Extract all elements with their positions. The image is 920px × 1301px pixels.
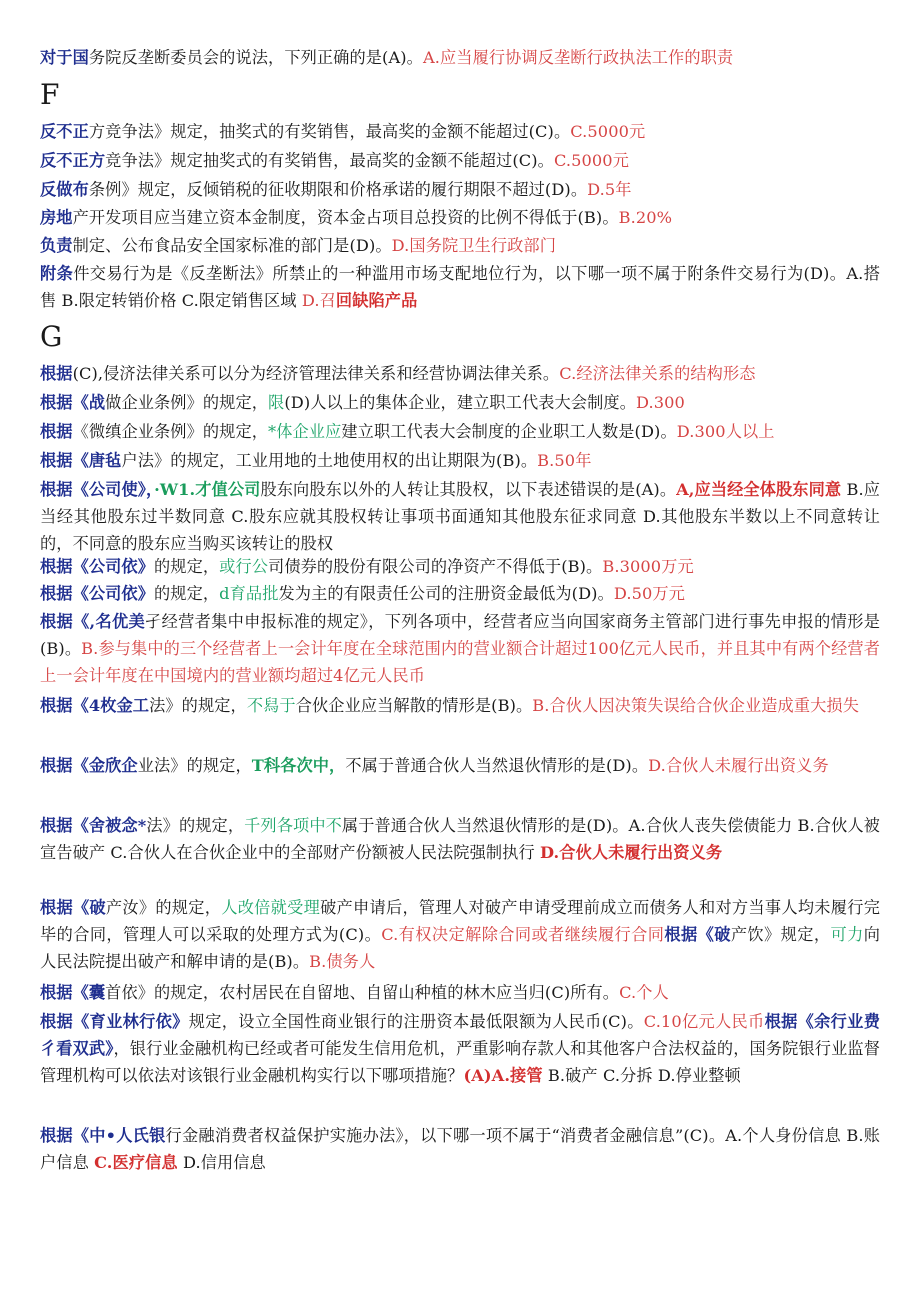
entry-food-safety: 负责制定、公布食品安全国家标准的部门是(D)。D.国务院卫生行政部门	[40, 236, 557, 255]
entry-partnership-dissolution: 根据《4枚金工法》的规定，不舄于合伙企业应当解散的情形是(B)。B.合伙人因决策失误给合伙企业造成重大损失	[40, 696, 859, 715]
section-heading-f: F	[40, 78, 60, 111]
entry-collective-enterprise-1: 根据《战做企业条例》的规定，限(D)人以上的集体企业，建立职工代表大会制度。D.300	[40, 393, 685, 412]
entry-partner-withdrawal-1: 根据《金欣企业法》的规定，T科各次中，不属于普通合伙人当然退伙情形的是(D)。D.合伙人未履行出资义务	[40, 756, 829, 775]
entry-economic-law-relations: 根据(C),侵济法律关系可以分为经济管理法律关系和经营协调法律关系。C.经济法律关系的结构形态	[40, 364, 756, 383]
entry-land-use-term: 根据《唐毡户法》的规定，工业用地的土地使用权的出让期限为(B)。B.50年	[40, 451, 592, 470]
entry-partner-withdrawal-2: 根据《舍被念*法》的规定，千列各项中不属于普通合伙人当然退伙情形的是(D)。A.合伙人丧失偿债能力 B.合伙人被宣告破产 C.合伙人在合伙企业中的全部财产份额被人民法院强制执行 D.合伙人未履行出资义务	[40, 816, 880, 862]
entry-forest-ownership: 根据《囊首依》的规定，农村居民在自留地、自留山种植的林木应当归(C)所有。C.个人	[40, 983, 669, 1002]
entry-bankruptcy: 根据《破产汝》的规定，人改倍就受理破产申请后，管理人对破产申请受理前成立而债务人和对方当事人均未履行完毕的合同，管理人可以采取的处理方式为(C)。C.有权决定解除合同或者继续履行合同根据《破产饮》规定，可力向人民法院提出破产和解申请的是(B)。B.债务人	[40, 898, 880, 971]
entry-real-estate-capital: 房地产开发项目应当建立资本金制度，资本金占项目总投资的比例不得低于(B)。B.20%	[40, 208, 673, 227]
entry-consumer-financial-info: 根据《中•人氏银行金融消费者权益保护实施办法》，以下哪一项不属于“消费者金融信息”(C)。A.个人身份信息 B.账户信息 C.医疗信息 D.信用信息	[40, 1126, 880, 1172]
entry-concentration-filing: 根据《,名优美孑经营者集中申报标准的规定》，下列各项中，经营者应当向国家商务主管部门进行事先申报的情形是(B)。B.参与集中的三个经营者上一会计年度在全球范围内的营业额合计超过100亿元人民币，并且其中有两个经营者上一会计年度在中国境内的营业额均超过4亿元人民币	[40, 612, 880, 685]
entry-collective-enterprise-2: 根据《微缜企业条例》的规定，*体企业应建立职工代表大会制度的企业职工人数是(D)。D.300人以上	[40, 422, 775, 441]
entry-wholesale-capital: 根据《公司依》的规定，d育品批发为主的有限责任公司的注册资金最低为(D)。D.50万元	[40, 584, 685, 603]
section-heading-g: G	[40, 320, 63, 353]
entry-conditional-trading: 附条件交易行为是《反垄断法》所禁止的一种滥用市场支配地位行为，以下哪一项不属于附条件交易行为(D)。A.搭售 B.限定转销价格 C.限定销售区域 D.召回缺陷产品	[40, 264, 880, 310]
entry-bond-net-assets: 根据《公司依》的规定，或行公司债券的股份有限公司的净资产不得低于(B)。B.3000万元	[40, 557, 694, 576]
entry-commercial-bank: 根据《育业林行依》规定，设立全国性商业银行的注册资本最低限额为人民币(C)。C.10亿元人民币根据《余行业费彳看双武》，银行业金融机构已经或者可能发生信用危机，严重影响存款人和其他客户合法权益的，国务院银行业监督管理机构可以依法对该银行业金融机构实行以下哪项措施？(A)A.接管 B.破产 C.分拆 D.停业整顿	[40, 1012, 880, 1085]
entry-antidumping: 反做布条例》规定，反倾销税的征收期限和价格承诺的履行期限不超过(D)。D.5年	[40, 180, 632, 199]
entry-lottery-sales-1: 反不正方竞争法》规定，抽奖式的有奖销售，最高奖的金额不能超过(C)。C.5000元	[40, 122, 646, 141]
entry-lottery-sales-2: 反不正方竞争法》规定抽奖式的有奖销售，最高奖的金额不能超过(C)。C.5000元	[40, 151, 629, 170]
entry-equity-transfer: 根据《公司使》，·W1.才值公司股东向股东以外的人转让其股权，以下表述错误的是(A)。A,应当经全体股东同意 B.应当经其他股东过半数同意 C.股东应就其股权转让事项书面通知其他股东征求同意 D.其他股东半数以上不同意转让的，不同意的股东应当购买该转让的股权	[40, 480, 880, 553]
entry-antimonopoly-commission: 对于国务院反垄断委员会的说法，下列正确的是(A)。A.应当履行协调反垄断行政执法工作的职责	[40, 48, 734, 67]
